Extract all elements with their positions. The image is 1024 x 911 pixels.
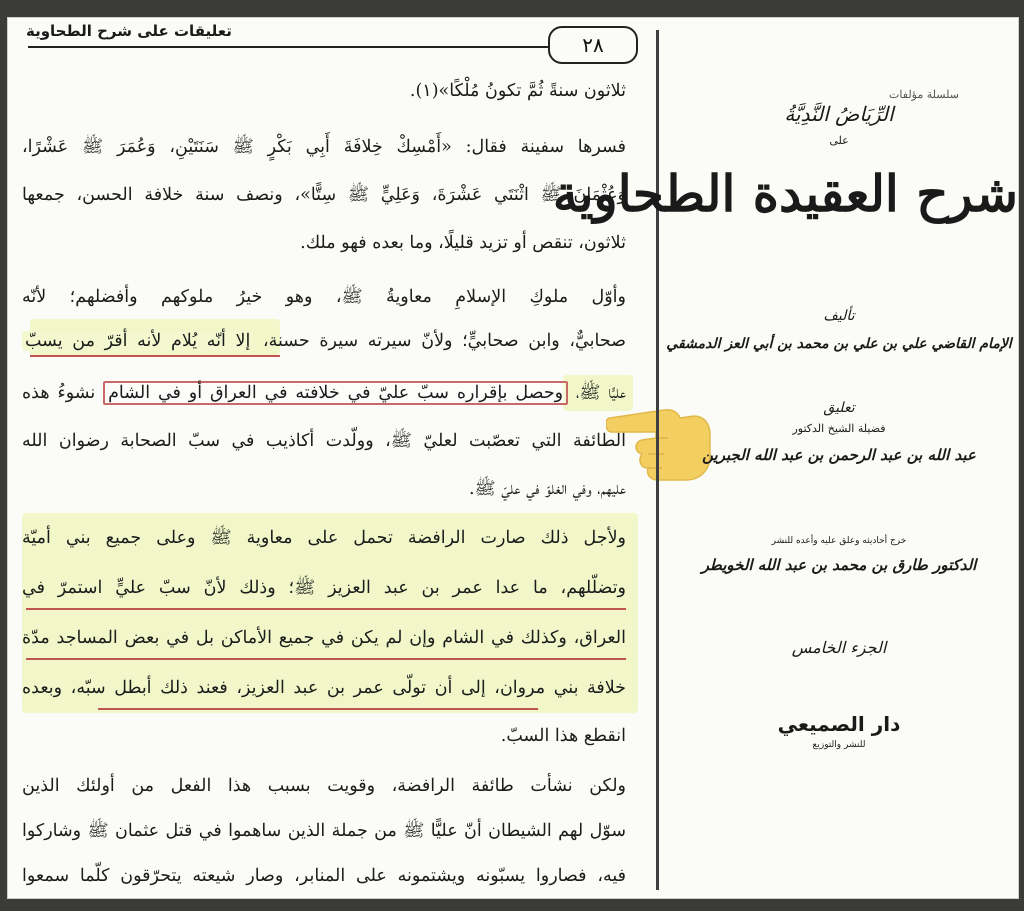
text-line: عليًّا ﷺ، وحصل بإقراره سبّ عليّ في خلافته في العراق أو في الشام نشوءُ هذه [22, 383, 626, 403]
text-line: العراق، وكذلك في الشام وإن لم يكن في جميع الأماكن بل في بعض المساجد مدّة [22, 628, 626, 648]
running-head: تعليقات على شرح الطحاوية [26, 22, 232, 40]
text-line: فسرها سفينة فقال: «أَمْسِكْ خِلافَةَ أَبِي بَكْرٍ ﷺ سَنَتَيْنِ، وَعُمَرَ ﷺ عَشْرًا، [22, 137, 626, 157]
text-line: وأوّل ملوكِ الإسلامِ معاويةُ ﷺ، وهو خيرُ ملوكهم وأفضلهم؛ لأنّه [22, 287, 626, 307]
connector-on: على [829, 134, 849, 147]
commentary-text [8, 18, 644, 898]
boxed-phrase: وحصل بإقراره سبّ عليّ في خلافته في العراق أو في الشام [103, 381, 568, 405]
text-line: ولأجل ذلك صارت الرافضة تحمل على معاوية ﷺ وعلى جميع بني أميّة [22, 528, 626, 548]
editor-intro: خرج أحاديثه وعلق عليه وأعده للنشر [771, 536, 907, 546]
main-title: شرح العقيدة الطحاوية [552, 164, 1018, 223]
text-line: ثلاثون، تنقص أو تزيد قليلًا، وما بعده فهو ملك. [300, 233, 626, 253]
commentator-intro: فضيلة الشيخ الدكتور [792, 422, 886, 435]
text-line: ثلاثون سنةً ثُمَّ تكونُ مُلْكًا»(١). [409, 81, 626, 101]
editor-name: الدكتور طارق بن محمد بن عبد الله الخويطر [701, 556, 977, 574]
book-spread [8, 18, 1018, 898]
subtitle: الرِّيَاضُ النَّدِيَّةُ [784, 102, 894, 126]
text-line: صحابيٌّ، وابن صحابيٍّ؛ ولأنّ سيرته سيرة حسنة، إلا أنّه يُلام لأنه أقرّ من يسبّ [22, 326, 626, 358]
text-line: وتضلّلهم، ما عدا عمر بن عبد العزيز ﷺ؛ وذلك لأنّ سبّ عليٍّ استمرّ في [22, 578, 626, 598]
text-line: ولكن نشأت طائفة الرافضة، وقويت بسبب هذا الفعل من أولئك الذين [22, 776, 626, 796]
text-line: الطائفة التي تعصّبت لعليّ ﷺ، وولّدت أكاذيب في سبّ الصحابة رضوان الله [22, 431, 626, 451]
highlighted-phrase: إلا أنّه يُلام لأنه أقرّ من يسبّ [22, 331, 253, 351]
text-line: سوّل لهم الشيطان أنّ عليًّا ﷺ من جملة الذين ساهموا في قتل عثمان ﷺ وشاركوا [22, 821, 626, 841]
authorship-label: تأليف [823, 308, 855, 324]
commentary-page [8, 18, 646, 898]
volume-label: الجزء الخامس [791, 638, 887, 657]
text-line: خلافة بني مروان، إلى أن تولّى عمر بن عبد العزيز، فعند ذلك أبطل سبّه، وبعده [22, 678, 626, 698]
publisher-sub: للنشر والتوزيع [812, 740, 866, 750]
text-line: فيه، فصاروا يسبّونه ويشتمونه على المنابر، وصار شيعته يتحرّقون كلّما سمعوا [22, 866, 626, 886]
page-divider [656, 30, 659, 890]
text-line: عليهم، وفي الغلوّ في عليّ ﷺ. [468, 479, 626, 499]
series-note: سلسلة مؤلفات [889, 88, 959, 101]
publisher-logo: دار الصميعي [777, 712, 901, 736]
text-line: انقطع هذا السبّ. [500, 726, 626, 746]
author-name: الإمام القاضي علي بن علي بن محمد بن أبي العز الدمشقي [666, 336, 1012, 352]
commentator-name: عبد الله بن عبد الرحمن بن عبد الله الجبرين [702, 446, 976, 464]
page-number: ٢٨ [582, 33, 604, 57]
commentary-label: تعليق [823, 400, 855, 416]
text-line: وَعُثْمَانَ ﷺ اثْنَتَي عَشْرَةَ، وَعَلِيٍّ ﷺ سِتًّا»، ونصف سنة خلافة الحسن، جمعها [22, 185, 626, 205]
